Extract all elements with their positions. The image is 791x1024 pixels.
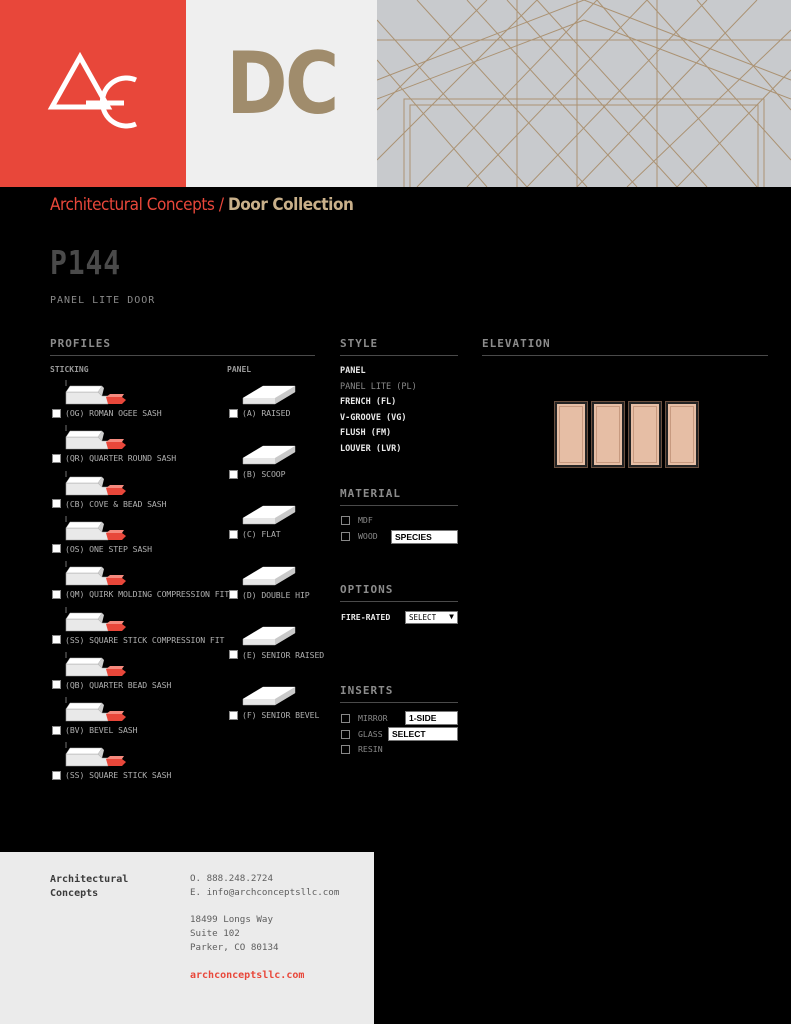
panel-option-row: [229, 710, 319, 720]
panel-profile-icon: [241, 380, 299, 408]
sticking-checkbox[interactable]: [52, 635, 61, 644]
style-item-panel-lite[interactable]: PANEL LITE (PL): [340, 381, 417, 392]
breadcrumb-separator: /: [214, 195, 228, 215]
panel-profile-item: [227, 561, 327, 605]
panel-option-row: [229, 590, 310, 600]
sticking-checkbox[interactable]: [52, 454, 61, 463]
mirror-checkbox[interactable]: [341, 714, 350, 723]
sticking-checkbox[interactable]: [52, 726, 61, 735]
sticking-profile-item: [50, 742, 230, 786]
sticking-profile-label: (CB) COVE & BEAD SASH: [65, 498, 167, 509]
elevation-door-panel: [666, 402, 698, 467]
insert-mirror-row: [341, 713, 388, 723]
panel-checkbox[interactable]: [229, 409, 238, 418]
sticking-option-row: [52, 725, 137, 735]
mirror-sides-field[interactable]: 1-SIDE: [405, 711, 458, 725]
sticking-profile-icon: [64, 471, 130, 497]
footer-email[interactable]: E. info@archconceptsllc.com: [190, 887, 340, 898]
ac-logo-icon: [0, 0, 186, 187]
panel-profile-label: (C) FLAT: [242, 529, 281, 540]
product-code: P144: [50, 243, 121, 282]
door-panel-inset: [633, 406, 657, 463]
panel-profile-label: (B) SCOOP: [242, 469, 286, 480]
sticking-option-row: [52, 453, 176, 463]
panel-profile-label: (E) SENIOR RAISED: [242, 649, 325, 660]
elevation-door-panel: [555, 402, 587, 467]
sticking-option-row: [52, 589, 229, 599]
profiles-heading: PROFILES: [50, 337, 315, 356]
sticking-profile-label: (QR) QUARTER ROUND SASH: [65, 453, 177, 464]
resin-label: RESIN: [358, 744, 383, 754]
collection-mark-block: [186, 0, 377, 187]
sticking-profile-label: (OS) ONE STEP SASH: [65, 543, 152, 554]
inserts-heading: INSERTS: [340, 684, 458, 703]
sticking-profile-label: (BV) BEVEL SASH: [65, 725, 138, 736]
sticking-checkbox[interactable]: [52, 409, 61, 418]
sticking-checkbox[interactable]: [52, 680, 61, 689]
fire-rated-row: [341, 612, 390, 622]
panel-profile-icon: [241, 440, 299, 468]
panel-checkbox[interactable]: [229, 470, 238, 479]
style-item-v-groove[interactable]: V-GROOVE (VG): [340, 412, 407, 423]
panel-option-row: [229, 408, 290, 418]
footer-website-link[interactable]: archconceptsllc.com: [190, 970, 305, 981]
panel-option-row: [229, 529, 281, 539]
mirror-label: MIRROR: [358, 713, 388, 723]
panel-option-row: [229, 469, 285, 479]
panel-option-row: [229, 650, 324, 660]
panel-profile-label: (F) SENIOR BEVEL: [242, 710, 320, 720]
fire-rated-label: FIRE-RATED: [341, 612, 391, 622]
sticking-checkbox[interactable]: [52, 544, 61, 553]
sticking-option-row: [52, 680, 171, 690]
panel-checkbox[interactable]: [229, 711, 238, 720]
footer: [0, 852, 374, 1024]
style-item-flush[interactable]: FLUSH (FM): [340, 428, 392, 438]
glass-type-field[interactable]: SELECT: [388, 727, 458, 741]
panel-checkbox[interactable]: [229, 650, 238, 659]
panel-profile-label: (D) DOUBLE HIP: [242, 589, 310, 600]
style-heading: STYLE: [340, 337, 458, 356]
panel-profile-item: [227, 380, 327, 424]
sticking-profile-icon: [64, 742, 130, 768]
panel-profile-item: [227, 621, 327, 665]
elevation-door-panel: [592, 402, 624, 467]
sticking-profile-label: (SS) SQUARE STICK SASH: [65, 770, 172, 781]
panel-subheading: PANEL: [227, 365, 252, 374]
style-item-louver[interactable]: LOUVER (LVR): [340, 443, 402, 454]
panel-profile-item: [227, 440, 327, 484]
fire-rated-select[interactable]: [405, 611, 458, 624]
material-heading: MATERIAL: [340, 487, 458, 506]
options-heading: OPTIONS: [340, 583, 458, 602]
sticking-profile-item: [50, 652, 230, 696]
sticking-profile-item: [50, 607, 230, 651]
breadcrumb: [50, 195, 353, 215]
sticking-subheading: STICKING: [50, 365, 89, 374]
geometric-door-pattern: [377, 0, 791, 187]
mdf-checkbox[interactable]: [341, 516, 350, 525]
sticking-profile-label: (OG) ROMAN OGEE SASH: [65, 408, 162, 418]
wood-label: WOOD: [358, 531, 378, 541]
footer-address-line1: 18499 Longs Way: [190, 914, 273, 925]
fire-rated-select-value: SELECT: [409, 613, 437, 622]
sticking-profile-icon: [64, 516, 130, 542]
sticking-checkbox[interactable]: [52, 771, 61, 780]
wood-checkbox[interactable]: [341, 532, 350, 541]
sticking-option-row: [52, 499, 166, 509]
chevron-down-icon: ▼: [449, 612, 454, 621]
sticking-profile-icon: [64, 561, 130, 587]
style-item-panel[interactable]: PANEL: [340, 366, 366, 376]
sticking-profile-icon: [64, 380, 130, 406]
sticking-profile-icon: [64, 425, 130, 451]
footer-company-name: Architectural Concepts: [50, 874, 129, 899]
material-mdf-row: [341, 515, 373, 525]
sticking-checkbox[interactable]: [52, 590, 61, 599]
elevation-heading: ELEVATION: [482, 337, 768, 356]
panel-profile-icon: [241, 681, 299, 709]
sticking-option-row: [52, 770, 171, 780]
style-list: [340, 366, 417, 459]
panel-profile-icon: [241, 621, 299, 649]
sticking-profile-item: [50, 380, 230, 424]
door-pattern-graphic: [377, 0, 791, 187]
panel-profile-label: (A) RAISED: [242, 408, 291, 418]
sticking-profile-label: (QM) QUIRK MOLDING COMPRESSION FIT: [65, 589, 230, 600]
mdf-label: MDF: [358, 515, 373, 525]
panel-checkbox[interactable]: [229, 590, 238, 599]
footer-address-line3: Parker, CO 80134: [190, 942, 279, 953]
door-panel-inset: [559, 406, 583, 463]
footer-address-line2: Suite 102: [190, 928, 240, 939]
sticking-profile-item: [50, 425, 230, 469]
panel-profile-icon: [241, 500, 299, 528]
sticking-profile-item: [50, 471, 230, 515]
sticking-option-row: [52, 635, 224, 645]
door-panel-inset: [596, 406, 620, 463]
sticking-checkbox[interactable]: [52, 499, 61, 508]
sticking-option-row: [52, 544, 152, 554]
product-subtitle: PANEL LITE DOOR: [50, 295, 156, 306]
glass-checkbox[interactable]: [341, 730, 350, 739]
sticking-profile-label: (SS) SQUARE STICK COMPRESSION FIT: [65, 634, 225, 645]
brand-logo-block: [0, 0, 186, 187]
sticking-profile-item: [50, 697, 230, 741]
material-wood-row: [341, 531, 378, 541]
insert-glass-row: [341, 729, 383, 739]
panel-profile-icon: [241, 561, 299, 589]
sticking-option-row: [52, 408, 162, 418]
breadcrumb-brand: Architectural Concepts: [50, 195, 215, 215]
glass-label: GLASS: [358, 729, 383, 739]
elevation-door-panel: [629, 402, 661, 467]
style-item-french[interactable]: FRENCH (FL): [340, 397, 397, 407]
sticking-profile-icon: [64, 652, 130, 678]
sticking-profile-item: [50, 561, 230, 605]
resin-checkbox[interactable]: [341, 745, 350, 754]
panel-profile-item: [227, 500, 327, 544]
footer-phone: O. 888.248.2724: [190, 873, 273, 884]
breadcrumb-collection: Door Collection: [227, 195, 354, 215]
sticking-profile-label: (QB) QUARTER BEAD SASH: [65, 679, 172, 690]
sticking-profile-icon: [64, 697, 130, 723]
species-field[interactable]: SPECIES: [391, 530, 458, 544]
sticking-profile-item: [50, 516, 230, 560]
panel-checkbox[interactable]: [229, 530, 238, 539]
collection-mark: DC: [226, 34, 337, 134]
insert-resin-row: [341, 744, 383, 754]
sticking-profile-icon: [64, 607, 130, 633]
door-panel-inset: [670, 406, 694, 463]
panel-profile-item: [227, 681, 327, 725]
